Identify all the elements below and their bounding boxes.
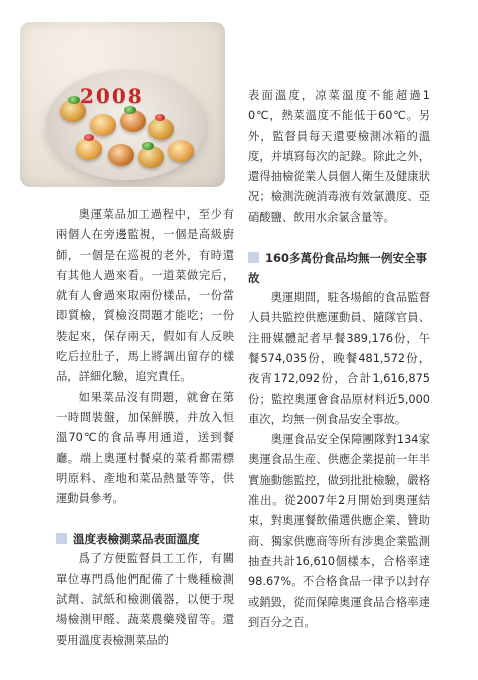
olympic-2008-logo: 2008: [80, 84, 144, 108]
square-bullet-icon: [248, 252, 259, 263]
spacer: [248, 228, 430, 248]
section-title-text: 溫度表檢測菜品表面溫度: [73, 532, 200, 547]
left-paragraph-1: 奧運菜品加工過程中，至少有兩個人在旁邊監視，一個是高級廚師，一個是在巡視的老外，有時還有其他人過來看。一道菜做完后，就有人會過來取兩份樣品，一份當即質檢，質檢沒問題才能吃；一份裝起來，保存兩天，假如有人反映吃后拉肚子，馬上將調出留存的樣品，詳細化驗，追究責任。: [56, 208, 234, 384]
spacer: [56, 509, 234, 529]
right-paragraph-1: 表面溫度，凉菜溫度不能超過10℃，熱菜溫度不能低于60℃。另外，監督員每天還要檢測冰箱的溫度，并填寫每次的記錄。除此之外，還得抽檢從業人員個人衛生及健康狀况；檢測洗碗消毒液有效氯濃度、亞硝酸鹽、飲用水余氯含量等。: [248, 89, 430, 224]
garnish-icon: [142, 142, 154, 150]
right-paragraph-2: 奧運期間，駐各場館的食品監督人員共監控供應運動員、隨隊官員、注冊媒體記者早餐389,176份，午餐574,035份，晚餐481,572份，夜宵172,092份，合計1,616,875份；監控奧運會食品原材料近5,000車次，均無一例食品安全事故。: [248, 291, 430, 426]
dish-item: [168, 140, 194, 162]
garnish-icon: [155, 114, 165, 121]
square-bullet-icon: [56, 533, 67, 544]
left-paragraph-3: 爲了方便監督員工工作，有關單位專門爲他們配備了十幾種檢測試劑、試紙和檢測儀器，以便于現場檢測甲醛、蔬菜農藥殘留等。還要用溫度表檢測菜品的: [56, 552, 234, 647]
dish-item: [76, 138, 102, 160]
left-column: [56, 205, 234, 651]
section-title-text: 160多萬份食品均無一例安全事故: [248, 251, 428, 286]
section-title-safety: [248, 248, 430, 288]
garnish-icon: [84, 134, 94, 141]
right-paragraph-3: 奧運食品安全保障團隊對134家奧運食品生産、供應企業提前一年半實施動態監控，做到批批檢驗，嚴格准出。從2007年2月開始到奧運結束，對奧運餐飲備選供應企業、贊助商、獨家供應商等所有涉奧企業監測抽查共計16,610個樣本，合格率達98.67%。不合格食品一律予以封存或銷毀，從而保障奧運食品合格率達到百分之百。: [248, 433, 430, 629]
dish-item: [108, 144, 134, 166]
dish-item: [148, 118, 174, 140]
garnish-icon: [68, 96, 80, 104]
right-column: [248, 86, 430, 633]
section-title-temperature: [56, 529, 234, 549]
food-photo: [20, 22, 225, 187]
dish-item: [90, 114, 116, 136]
left-paragraph-2: 如果菜品沒有問題，就會在第一時間裝盤，加保鮮膜，并放入恒溫70℃的食品專用通道，送到餐廳。端上奧運村餐桌的菜肴都需標明原料、產地和菜品熱量等等，供運動員參考。: [56, 390, 234, 506]
